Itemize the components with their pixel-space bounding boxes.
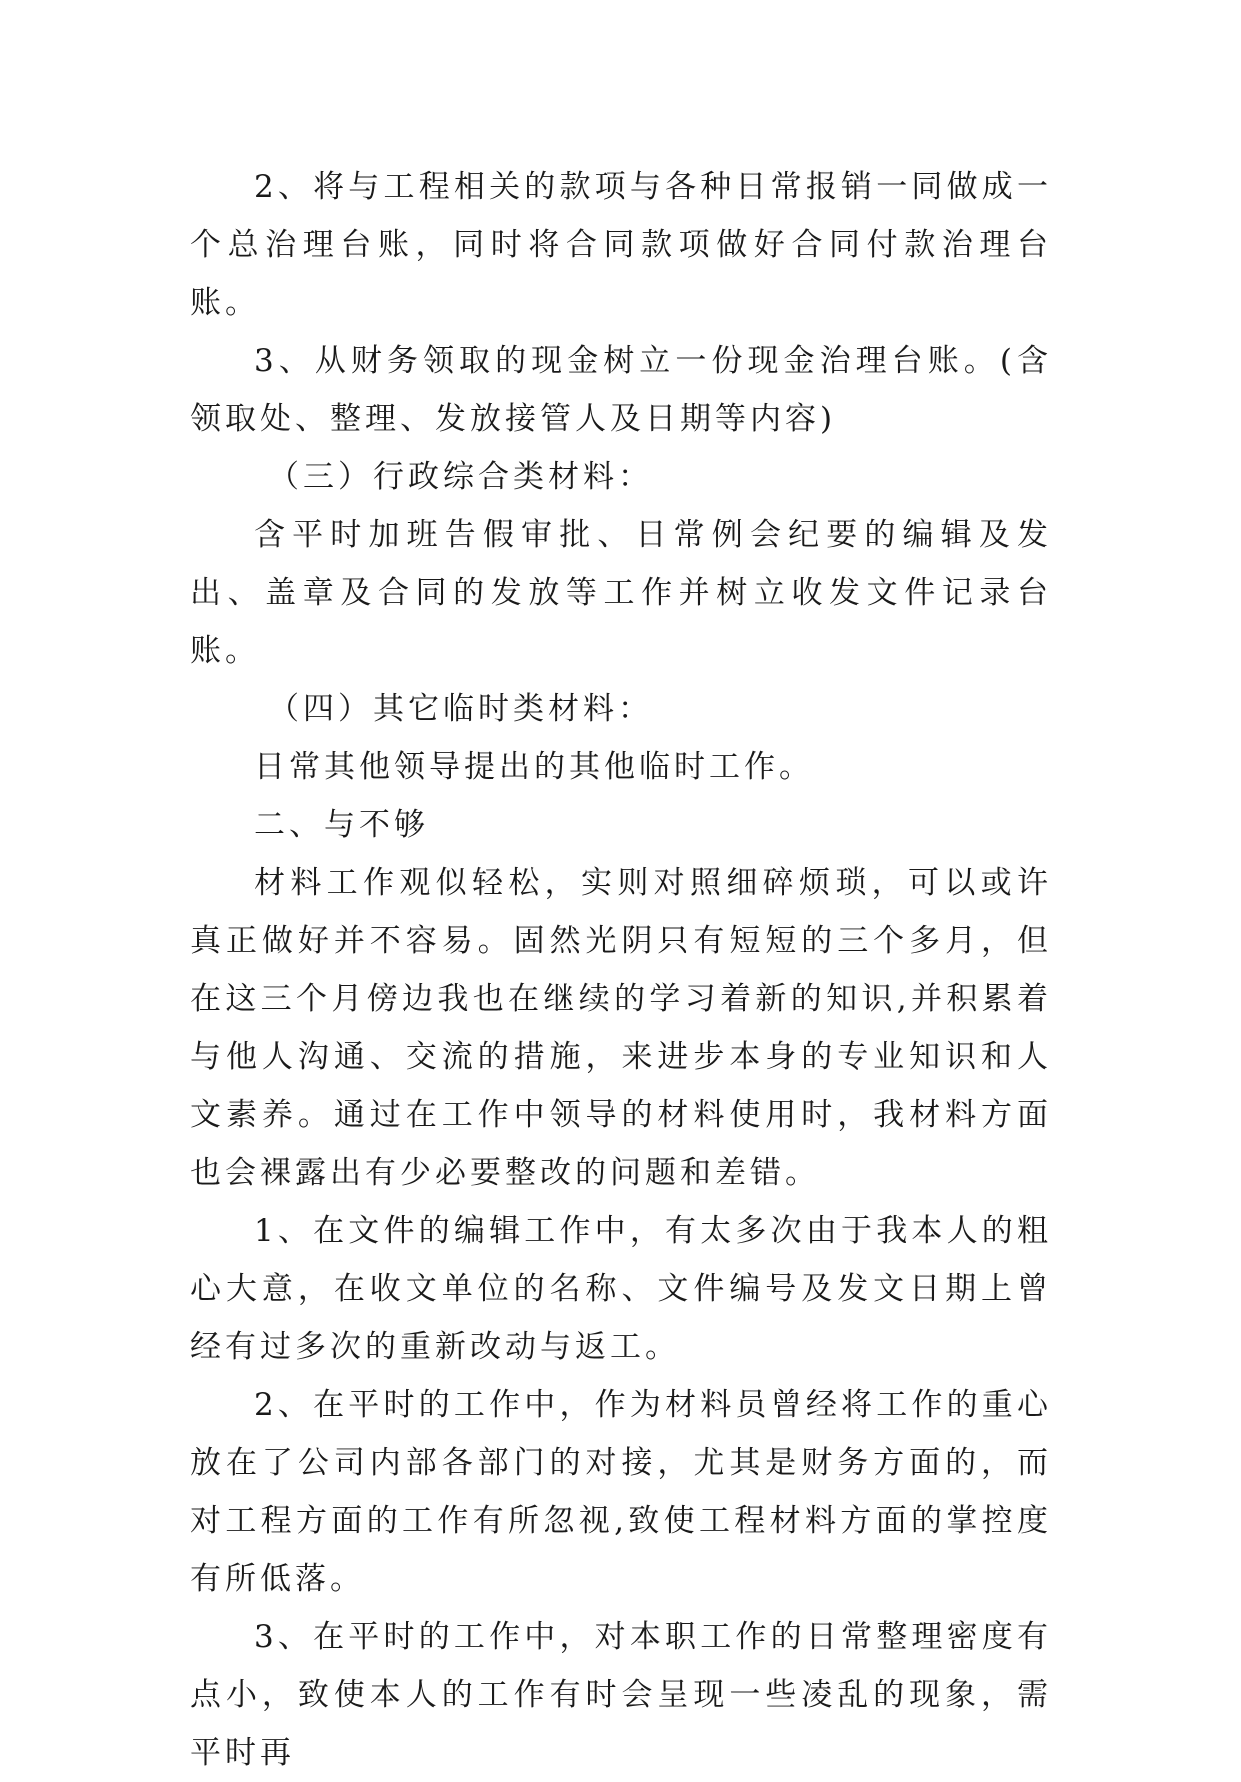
paragraph-shortcomings-intro: 材料工作观似轻松，实则对照细碎烦琐，可以或许真正做好并不容易。固然光阴只有短短的三个多月，但在这三个月傍边我也在继续的学习着新的知识,并积累着与他人沟通、交流的措施，来进步本身的专业知识和人文素养。通过在工作中领导的材料使用时，我材料方面也会裸露出有少必要整改的问题和差错。 bbox=[190, 865, 1052, 1191]
paragraph-shortcoming-2: 2、在平时的工作中，作为材料员曾经将工作的重心放在了公司内部各部门的对接，尤其是财务方面的，而对工程方面的工作有所忽视,致使工程材料方面的掌控度有所低落。 bbox=[190, 1387, 1052, 1597]
paragraph-item-2-ledger: 2、将与工程相关的款项与各种日常报销一同做成一个总治理台账，同时将合同款项做好合同付款治理台账。 bbox=[190, 169, 1052, 321]
paragraph-shortcoming-1: 1、在文件的编辑工作中，有太多次由于我本人的粗心大意，在收文单位的名称、文件编号及发文日期上曾经有过多次的重新改动与返工。 bbox=[190, 1213, 1052, 1365]
document-body bbox=[190, 158, 1052, 1782]
paragraph-shortcoming-3: 3、在平时的工作中，对本职工作的日常整理密度有点小，致使本人的工作有时会呈现一些凌乱的现象，需平时再 bbox=[190, 1619, 1052, 1771]
section-heading-shortcomings: 二、与不够 bbox=[254, 807, 429, 843]
section-heading-admin-materials: （三）行政综合类材料： bbox=[268, 459, 653, 495]
paragraph-other-materials: 日常其他领导提出的其他临时工作。 bbox=[254, 749, 814, 785]
section-heading-other-materials: （四）其它临时类材料： bbox=[268, 691, 653, 727]
paragraph-item-3-cash-ledger: 3、从财务领取的现金树立一份现金治理台账。(含领取处、整理、发放接管人及日期等内容) bbox=[190, 343, 1052, 437]
paragraph-admin-materials: 含平时加班告假审批、日常例会纪要的编辑及发出、盖章及合同的发放等工作并树立收发文件记录台账。 bbox=[190, 517, 1052, 669]
